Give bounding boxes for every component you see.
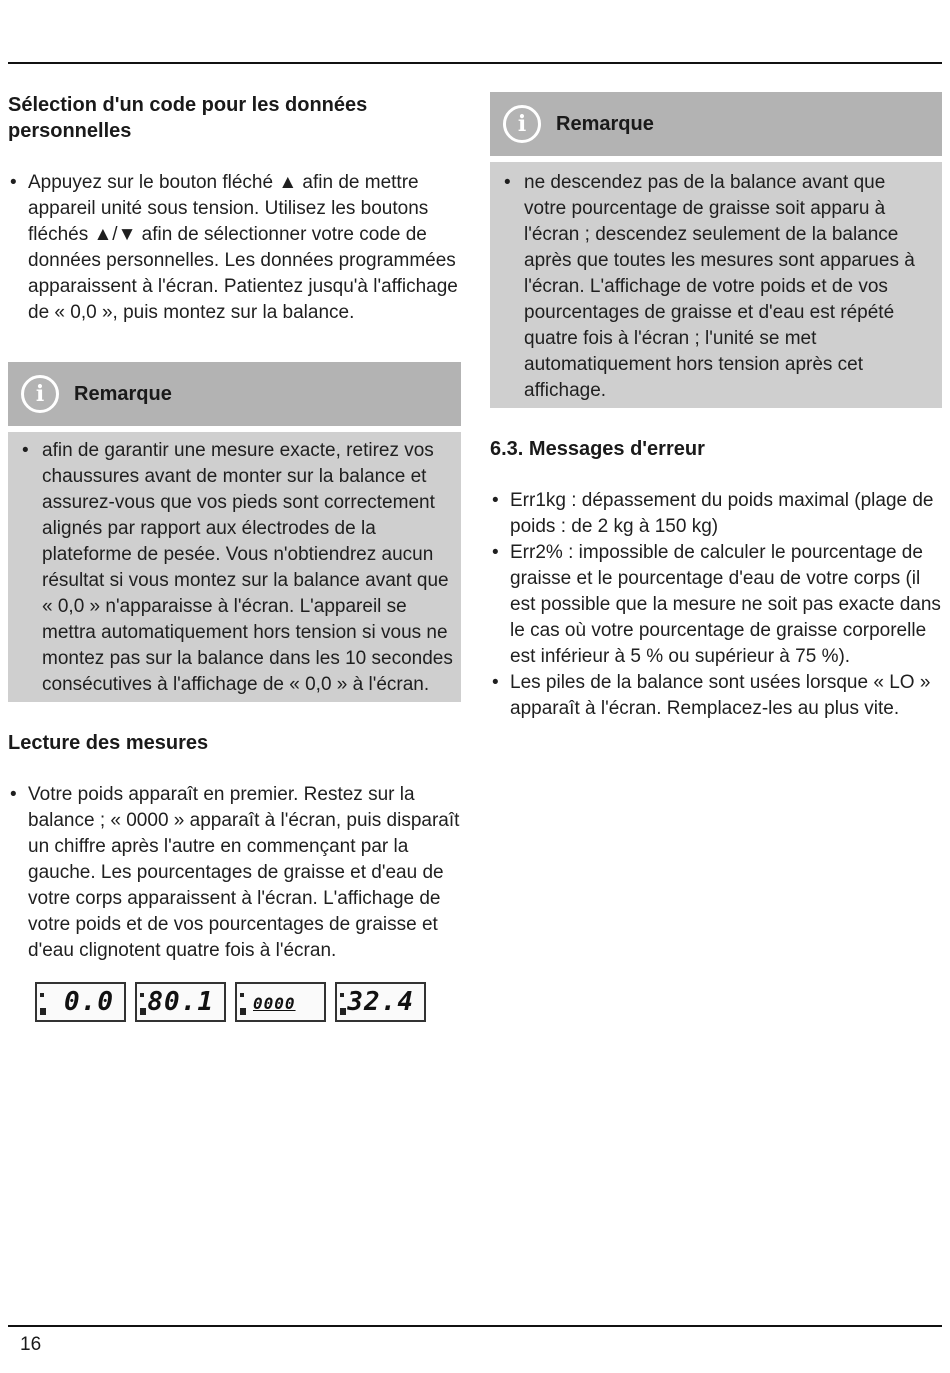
note-header <box>8 362 461 426</box>
bottom-rule <box>8 1325 942 1327</box>
note-body <box>490 162 942 408</box>
lcd-value: 80.1 <box>147 987 214 1017</box>
list-item: • Err1kg : dépassement du poids maximal (plage de poids : de 2 kg à 150 kg) <box>490 488 942 540</box>
reading-list <box>8 782 461 964</box>
lcd-display <box>235 982 326 1022</box>
scale-display-sequence <box>35 982 461 1022</box>
top-rule <box>8 62 942 64</box>
code-selection-list <box>8 170 461 326</box>
info-icon: i <box>21 375 59 413</box>
note-body <box>8 432 461 702</box>
section-heading-errors: 6.3. Messages d'erreur <box>490 438 705 460</box>
page-number: 16 <box>20 1334 42 1355</box>
lcd-value: 0.0 <box>64 987 114 1017</box>
lcd-value: 32.4 <box>347 987 414 1017</box>
lcd-display <box>35 982 126 1022</box>
lcd-value: 0000 <box>253 994 296 1013</box>
list-item: • afin de garantir une mesure exacte, retirez vos chaussures avant de monter sur la balance et assurez-vous que vos pieds sont correctement alignés par rapport aux électrodes de la plateforme de pesée. Vous n'obtiendrez aucun résultat si vous montez sur la balance avant que « 0,0 » n'apparaisse à l'écran. L'appareil se mettra automatiquement hors tension si vous ne montez pas sur la balance dans les 10 secondes consécutives à l'affichage de « 0,0 » à l'écran. <box>8 438 453 698</box>
note-box <box>8 362 461 702</box>
note-box <box>490 92 942 408</box>
right-column <box>490 92 942 722</box>
info-icon: i <box>503 105 541 143</box>
note-title: Remarque <box>556 112 654 135</box>
note-list <box>490 170 922 404</box>
note-list <box>8 438 453 698</box>
list-item: • ne descendez pas de la balance avant que votre pourcentage de graisse soit apparu à l'écran ; descendez seulement de la balance après que toutes les mesures sont apparues à l'écran. L'affichage de votre poids et de vos pourcentages de graisse et d'eau est répété quatre fois à l'écran ; l'unité se met automatiquement hors tension après cet affichage. <box>490 170 922 404</box>
list-item: • Appuyez sur le bouton fléché ▲ afin de mettre appareil unité sous tension. Utilisez les boutons fléchés ▲/▼ afin de sélectionner votre code de données personnelles. Les données programmées apparaissent à l'écran. Patientez jusqu'à l'affichage de « 0,0 », puis montez sur la balance. <box>8 170 461 326</box>
section-heading-code-selection: Sélection d'un code pour les données personnelles <box>8 94 368 142</box>
note-header <box>490 92 942 156</box>
note-title: Remarque <box>74 382 172 405</box>
lcd-display <box>135 982 226 1022</box>
list-item: • Les piles de la balance sont usées lorsque « LO » apparaît à l'écran. Remplacez-les au plus vite. <box>490 670 942 722</box>
left-column <box>8 92 461 1022</box>
list-item: • Votre poids apparaît en premier. Restez sur la balance ; « 0000 » apparaît à l'écran, puis disparaît un chiffre après l'autre en commençant par la gauche. Les pourcentages de graisse et d'eau de votre corps apparaissent à l'écran. L'affichage de votre poids et de vos pourcentages de graisse et d'eau clignotent quatre fois à l'écran. <box>8 782 461 964</box>
error-list <box>490 488 942 722</box>
list-item: • Err2% : impossible de calculer le pourcentage de graisse et le pourcentage d'eau de votre corps (il est possible que la mesure ne soit pas exacte dans le cas où votre pourcentage de graisse corporelle est inférieur à 5 % ou supérieur à 75 %). <box>490 540 942 670</box>
lcd-display <box>335 982 426 1022</box>
section-heading-reading: Lecture des mesures <box>8 732 209 754</box>
